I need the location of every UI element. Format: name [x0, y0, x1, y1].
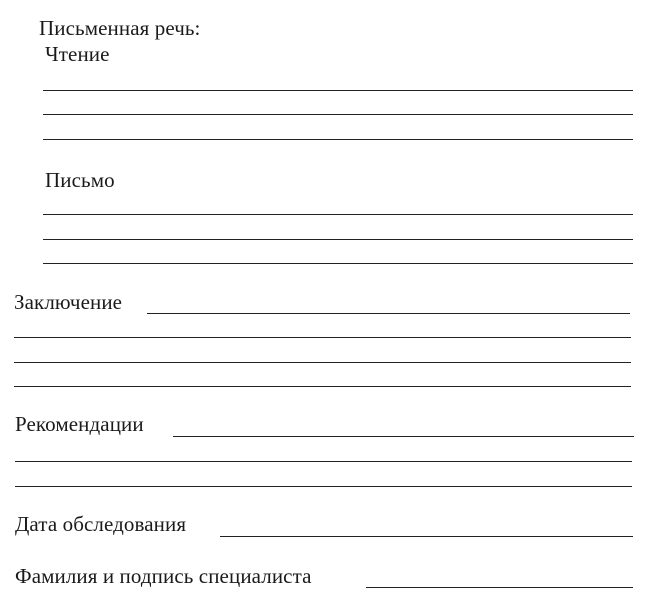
writing-line-3[interactable]	[43, 263, 633, 264]
recommendations-label: Рекомендации	[15, 412, 144, 436]
conclusion-line-3[interactable]	[14, 386, 631, 387]
conclusion-line-2[interactable]	[14, 362, 631, 363]
recommendations-line-1[interactable]	[15, 461, 632, 462]
writing-line-1[interactable]	[43, 214, 633, 215]
writing-label: Письмо	[45, 168, 115, 192]
conclusion-line-1[interactable]	[14, 337, 631, 338]
specialist-signature-line[interactable]	[366, 587, 633, 588]
writing-line-2[interactable]	[43, 239, 633, 240]
conclusion-label: Заключение	[14, 290, 123, 314]
reading-label: Чтение	[45, 42, 110, 66]
specialist-label: Фамилия и подпись специалиста	[15, 564, 312, 588]
written-speech-heading: Письменная речь:	[39, 16, 201, 40]
reading-line-3[interactable]	[43, 139, 633, 140]
exam-date-line[interactable]	[220, 536, 633, 537]
recommendations-inline-line[interactable]	[173, 436, 634, 437]
reading-line-1[interactable]	[43, 90, 633, 91]
recommendations-line-2[interactable]	[15, 486, 632, 487]
conclusion-inline-line[interactable]	[147, 313, 630, 314]
reading-line-2[interactable]	[43, 114, 633, 115]
exam-date-label: Дата обследования	[15, 512, 187, 536]
